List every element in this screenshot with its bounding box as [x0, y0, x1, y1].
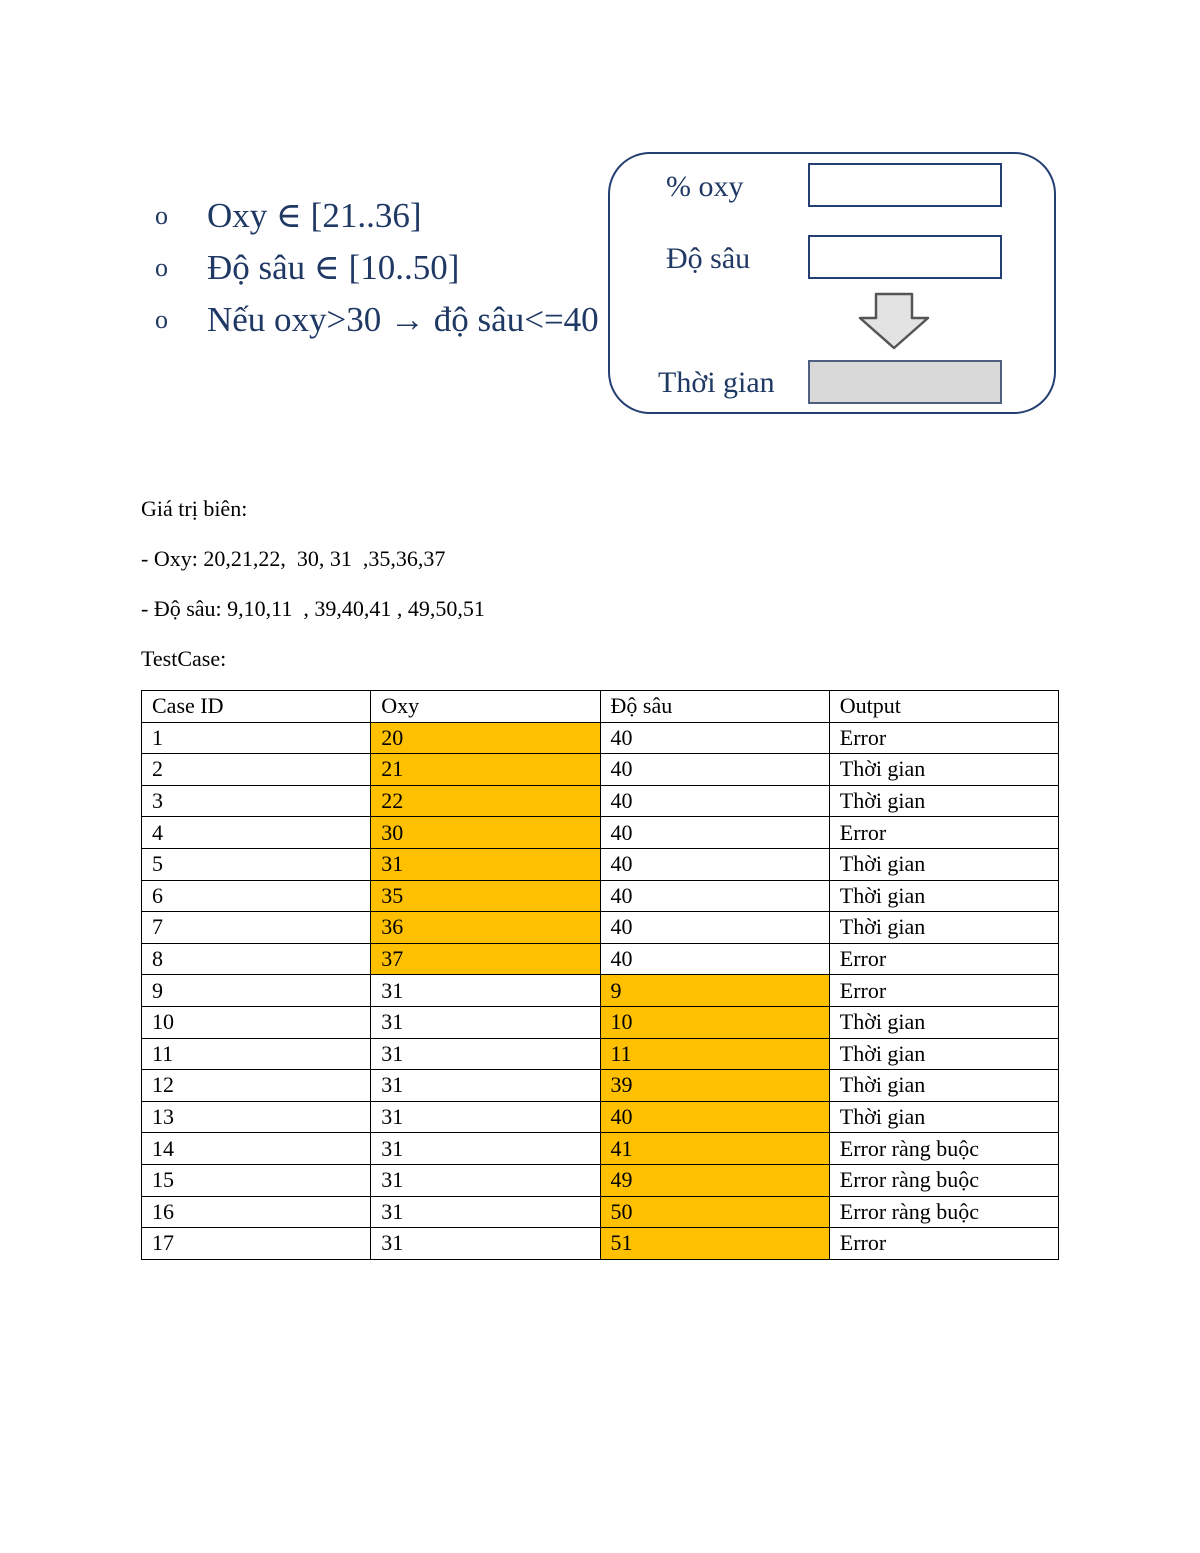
cell-output: Thời gian [829, 1101, 1058, 1133]
constraint-depth-range: Độ sâu ∈ [10..50] [207, 248, 460, 287]
cell-case-id: 4 [142, 817, 371, 849]
bullet-marker: o [155, 253, 168, 282]
table-row [142, 1070, 1059, 1102]
time-label: Thời gian [658, 366, 775, 399]
time-output [808, 360, 1002, 404]
cell-case-id: 16 [142, 1196, 371, 1228]
cell-case-id: 1 [142, 722, 371, 754]
constraint-rule: Nếu oxy>30 → độ sâu<=40 [207, 300, 599, 339]
cell-depth: 40 [600, 912, 829, 944]
cell-oxy: 20 [371, 722, 600, 754]
cell-output: Error [829, 943, 1058, 975]
oxy-boundary-values: - Oxy: 20,21,22, 30, 31 ,35,36,37 [141, 546, 446, 571]
table-row [142, 975, 1059, 1007]
cell-output: Thời gian [829, 1006, 1058, 1038]
table-row [142, 1164, 1059, 1196]
cell-oxy: 35 [371, 880, 600, 912]
table-row [142, 1228, 1059, 1260]
cell-case-id: 15 [142, 1164, 371, 1196]
cell-depth: 40 [600, 817, 829, 849]
cell-output: Thời gian [829, 912, 1058, 944]
cell-depth: 41 [600, 1133, 829, 1165]
cell-output: Error [829, 1228, 1058, 1260]
cell-oxy: 30 [371, 817, 600, 849]
table-row [142, 880, 1059, 912]
cell-output: Thời gian [829, 754, 1058, 786]
cell-case-id: 2 [142, 754, 371, 786]
cell-depth: 40 [600, 943, 829, 975]
cell-output: Error [829, 817, 1058, 849]
table-row [142, 1133, 1059, 1165]
depth-boundary-values: - Độ sâu: 9,10,11 , 39,40,41 , 49,50,51 [141, 596, 485, 621]
cell-case-id: 3 [142, 785, 371, 817]
cell-output: Error [829, 722, 1058, 754]
cell-depth: 49 [600, 1164, 829, 1196]
table-row [142, 1006, 1059, 1038]
cell-depth: 40 [600, 880, 829, 912]
testcase-heading: TestCase: [141, 646, 227, 671]
table-row [142, 754, 1059, 786]
table-row [142, 912, 1059, 944]
cell-output: Thời gian [829, 1038, 1058, 1070]
cell-output: Error ràng buộc [829, 1196, 1058, 1228]
cell-oxy: 22 [371, 785, 600, 817]
header-oxy: Oxy [371, 691, 600, 723]
arrow-down-icon [856, 292, 932, 352]
depth-input[interactable] [808, 235, 1002, 279]
cell-depth: 39 [600, 1070, 829, 1102]
cell-oxy: 31 [371, 1228, 600, 1260]
cell-case-id: 7 [142, 912, 371, 944]
cell-case-id: 9 [142, 975, 371, 1007]
cell-oxy: 31 [371, 1038, 600, 1070]
cell-output: Thời gian [829, 880, 1058, 912]
cell-depth: 40 [600, 785, 829, 817]
cell-case-id: 10 [142, 1006, 371, 1038]
header-case-id: Case ID [142, 691, 371, 723]
cell-case-id: 8 [142, 943, 371, 975]
cell-oxy: 31 [371, 848, 600, 880]
cell-output: Thời gian [829, 1070, 1058, 1102]
oxy-input[interactable] [808, 163, 1002, 207]
cell-output: Error [829, 975, 1058, 1007]
cell-case-id: 14 [142, 1133, 371, 1165]
table-row [142, 1196, 1059, 1228]
bullet-marker: o [155, 201, 168, 230]
cell-case-id: 6 [142, 880, 371, 912]
table-row [142, 785, 1059, 817]
input-form-panel [608, 152, 1056, 414]
cell-oxy: 31 [371, 1133, 600, 1165]
table-row [142, 943, 1059, 975]
testcase-table [141, 690, 1059, 1260]
cell-output: Thời gian [829, 848, 1058, 880]
depth-label: Độ sâu [666, 242, 751, 275]
table-row [142, 722, 1059, 754]
cell-output: Error ràng buộc [829, 1164, 1058, 1196]
cell-depth: 9 [600, 975, 829, 1007]
boundary-heading: Giá trị biên: [141, 496, 248, 521]
oxy-label: % oxy [666, 170, 744, 203]
constraint-oxy-range: Oxy ∈ [21..36] [207, 196, 422, 235]
header-depth: Độ sâu [600, 691, 829, 723]
cell-depth: 51 [600, 1228, 829, 1260]
cell-oxy: 31 [371, 1070, 600, 1102]
table-row [142, 1038, 1059, 1070]
bullet-marker: o [155, 305, 168, 334]
cell-depth: 50 [600, 1196, 829, 1228]
cell-case-id: 13 [142, 1101, 371, 1133]
cell-case-id: 12 [142, 1070, 371, 1102]
cell-output: Error ràng buộc [829, 1133, 1058, 1165]
cell-case-id: 17 [142, 1228, 371, 1260]
cell-depth: 40 [600, 722, 829, 754]
table-header-row [142, 691, 1059, 723]
cell-depth: 40 [600, 848, 829, 880]
cell-case-id: 5 [142, 848, 371, 880]
header-output: Output [829, 691, 1058, 723]
cell-oxy: 31 [371, 975, 600, 1007]
cell-case-id: 11 [142, 1038, 371, 1070]
cell-oxy: 31 [371, 1196, 600, 1228]
cell-depth: 40 [600, 1101, 829, 1133]
table-row [142, 1101, 1059, 1133]
cell-oxy: 36 [371, 912, 600, 944]
cell-depth: 40 [600, 754, 829, 786]
cell-oxy: 21 [371, 754, 600, 786]
cell-output: Thời gian [829, 785, 1058, 817]
table-row [142, 848, 1059, 880]
requirements-figure [0, 0, 1200, 440]
table-row [142, 817, 1059, 849]
cell-depth: 10 [600, 1006, 829, 1038]
cell-oxy: 31 [371, 1164, 600, 1196]
cell-oxy: 31 [371, 1006, 600, 1038]
cell-depth: 11 [600, 1038, 829, 1070]
cell-oxy: 31 [371, 1101, 600, 1133]
cell-oxy: 37 [371, 943, 600, 975]
